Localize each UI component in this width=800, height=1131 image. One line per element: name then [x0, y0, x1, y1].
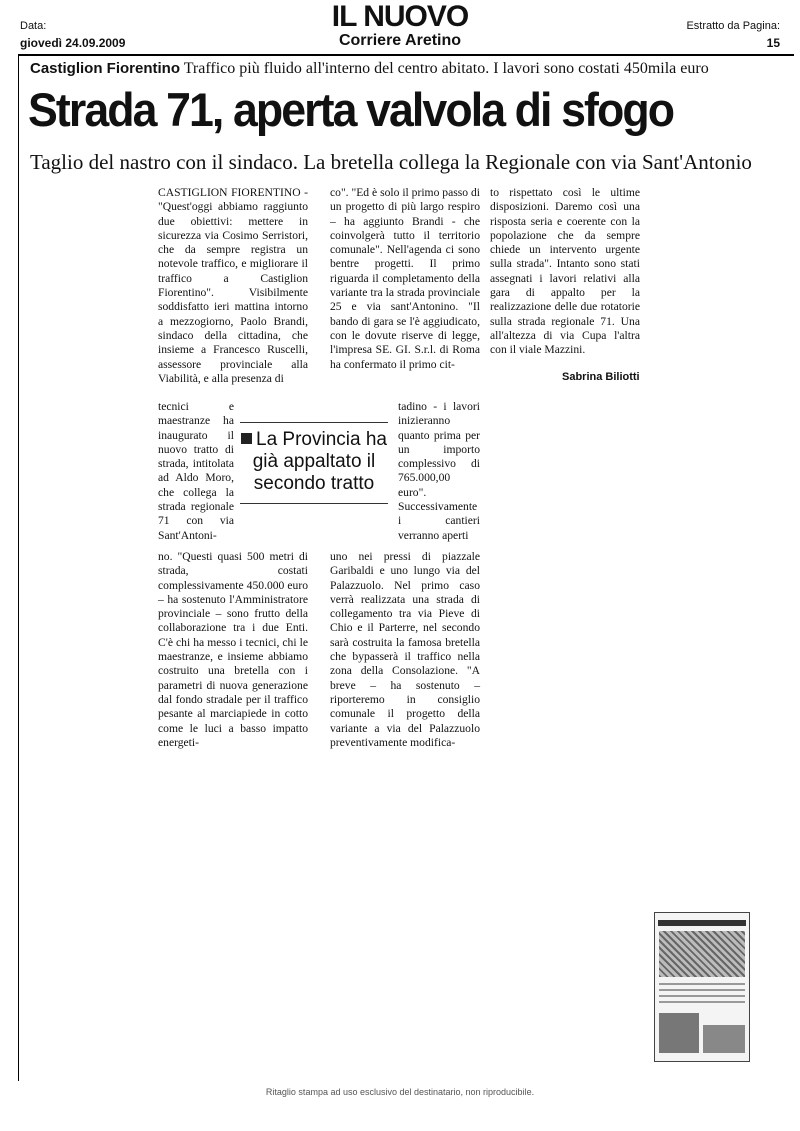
left-margin-rule [18, 56, 19, 1081]
column-2-bottom-text: uno nei pressi di piazzale Garibaldi e uno lungo via del Palazzuolo. Nel primo caso verrà realizzata una strada di collegamento tra via Pieve di Chio e il Parterre, nel secondo sarà costruita la famosa bretella che bypasserà il traffico nella zona della Consolazione. "A breve – ha sostenuto – riporteremo in consiglio comunale il progetto della variante a via del Palazzuolo preventivamente modifica- [330, 550, 480, 749]
newspaper-masthead [325, 2, 475, 49]
header-divider [18, 54, 794, 56]
column-3 [490, 186, 640, 358]
thumbnail-photo [659, 931, 745, 977]
column-2-top [330, 186, 480, 372]
column-1-bottom [158, 550, 308, 750]
column-3-text: to rispettato così le ultime disposizioni. Daremo così una risposta seria e coerente con la popolazione che da sempre chiede un intervento urgente sulla strada". Intanto sono stati assegnati i lavori relativi alla gara di appalto per la realizzazione delle due rotatorie sulla strada regionale 71. Una all'altezza di via Cupa l'altra con il viale Mazzini. [490, 186, 640, 357]
article-kicker [30, 60, 709, 78]
pull-quote [240, 422, 388, 504]
issue-date: giovedì 24.09.2009 [20, 36, 126, 50]
column-2-top-text: co". "Ed è solo il primo passo di un progetto di più largo respiro – ha aggiunto Brandi - che coinvolgerà tutto il territorio comunale". Nell'agenda ci sono bentre progetti. Il primo riguarda il completamento della variante tra la strada provinciale 25 e via sant'Antonino. "Il bando di gara se l'è aggiudicato, con le dovute riserve di legge, l'impresa SE. GI. S.r.l. di Roma ha confermato il primo cit- [330, 186, 480, 371]
square-bullet-icon [241, 433, 252, 444]
kicker-place: Castiglion Fiorentino [30, 60, 180, 77]
date-label: Data: [20, 20, 47, 32]
column-1-narrow-text: tecnici e maestranze ha inaugurato il nuovo tratto di strada, intitolata ad Aldo Moro, che collega la strada regionale 71 con via Sant'Antoni- [158, 400, 234, 542]
article-byline: Sabrina Biliotti [562, 371, 640, 383]
column-1-top [158, 186, 308, 386]
column-1-narrow [158, 400, 234, 543]
thumbnail-text-line [659, 1001, 745, 1003]
column-2-narrow [398, 400, 480, 543]
article-headline: Strada 71, aperta valvola di sfogo [28, 83, 674, 136]
article-subhead: Taglio del nastro con il sindaco. La bretella collega la Regionale con via Sant'Antonio [30, 150, 752, 174]
thumbnail-text-line [659, 989, 745, 991]
thumbnail-photo [703, 1025, 745, 1053]
thumbnail-headline [658, 920, 746, 926]
column-2-bottom [330, 550, 480, 750]
page-number: 15 [766, 36, 780, 50]
masthead-subtitle: Corriere Aretino [338, 32, 462, 49]
column-1-bottom-text: no. "Questi quasi 500 metri di strada, costati complessivamente 450.000 euro – ha sostenuto l'Amministratore provinciale – sono frutto della collaborazione tra i due Enti. C'è chi ha messo i tecnici, chi le maestranze, e insieme abbiamo costruito una bretella con i parametri di nuova generazione dal fondo stradale per il traffico pesante al marciapiede in cotto come le luci a basso impatto energeti- [158, 550, 308, 749]
pull-quote-text: La Provincia ha già appaltato il secondo tratto [252, 429, 387, 494]
page-thumbnail-icon [654, 912, 750, 1062]
copyright-notice: Ritaglio stampa ad uso esclusivo del destinatario, non riproducibile. [265, 1087, 535, 1097]
column-1-top-text: CASTIGLION FIORENTINO - "Quest'oggi abbiamo raggiunto due obiettivi: mettere in sicurezza via Cosimo Serristori, che da sempre registra un notevole traffico, e migliorare il traffico a Castiglion Fiorentino". Visibilmente soddisfatto ieri mattina intorno a mezzogiorno, Paolo Brandi, sindaco della cittadina, che insieme a Francesco Ruscelli, assessore provinciale alla Viabilità, e alla presenza di [158, 186, 308, 385]
masthead-title: IL NUOVO [331, 0, 469, 33]
extract-label: Estratto da Pagina: [686, 20, 780, 32]
thumbnail-text-line [659, 995, 745, 997]
column-2-narrow-text: tadino - i lavori inizieranno quanto prima per un importo complessivo di 765.000,00 euro". Successivamente i cantieri verranno aperti [398, 400, 480, 542]
kicker-text: Traffico più fluido all'interno del centro abitato. I lavori sono costati 450mila euro [180, 60, 709, 77]
thumbnail-text-line [659, 983, 745, 985]
thumbnail-photo [659, 1013, 699, 1053]
